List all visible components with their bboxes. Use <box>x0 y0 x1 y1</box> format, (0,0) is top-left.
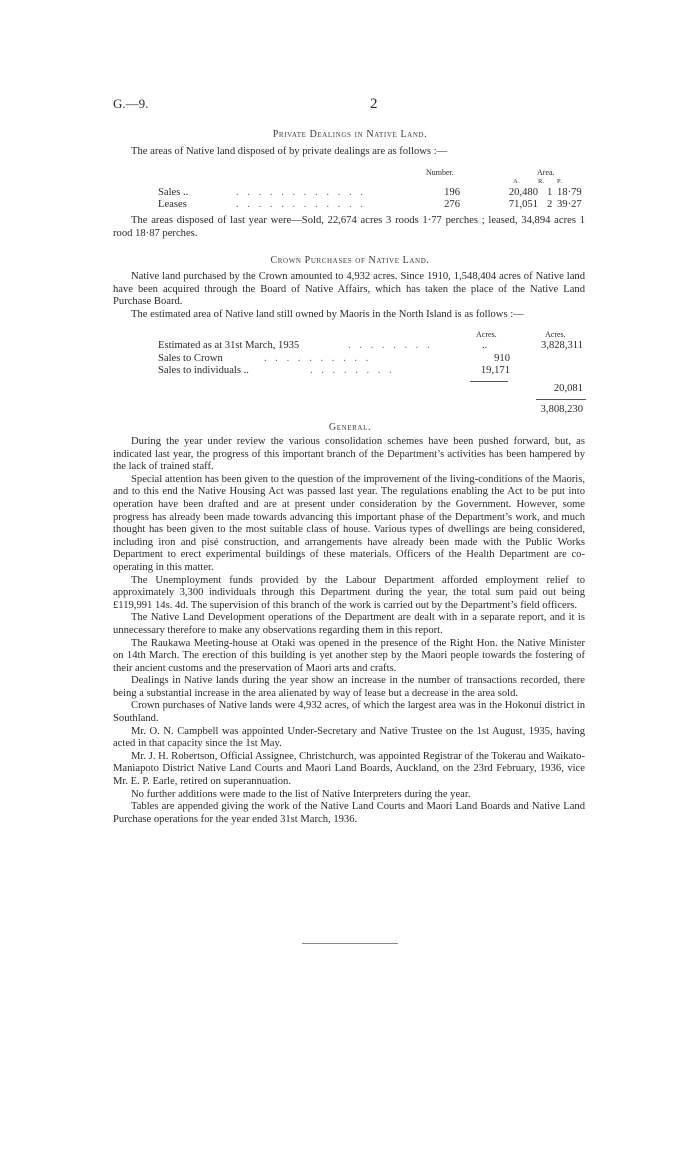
paragraph: Mr. O. N. Campbell was appointed Under-Secretary and Native Trustee on the 1st August, 1935, having acted in that capacity since the 1st May. <box>113 725 585 750</box>
row-value-1: 910 <box>494 353 510 364</box>
paragraph: The Unemployment funds provided by the Labour Department afforded employment relief to approximately 3,300 individuals through this Department during the year, the total sum paid out being £119,991 14s. 4d. The supervision of this branch of the work is carried out by the Department’s field officers. <box>113 574 585 611</box>
document-reference: G.—9. <box>113 96 149 111</box>
column-rule <box>470 381 508 382</box>
dot-leader: . . . . . . . . . . . . <box>236 187 366 198</box>
paragraph: Mr. J. H. Robertson, Official Assignee, Christchurch, was appointed Registrar of the Tokerau and Waikato-Maniapoto District Native Land Courts and Maori Land Boards, Auckland, on the 23rd February, 1936, vice Mr. E. P. Earle, retired on superannuation. <box>113 750 585 788</box>
row-perches: 39·27 <box>557 199 582 210</box>
end-rule <box>302 943 398 944</box>
crown-total: 3,808,230 <box>540 404 583 415</box>
paragraph: No further additions were made to the list of Native Interpreters during the year. <box>131 788 471 800</box>
section-heading-crown-purchases: Crown Purchases of Native Land. <box>270 255 430 266</box>
crown-purchases-text <box>113 271 585 321</box>
general-text <box>113 436 585 826</box>
row-number: 276 <box>444 199 460 210</box>
paragraph: The estimated area of Native land still owned by Maoris in the North Island is as follows :— <box>131 308 524 320</box>
row-roods: 1 <box>547 187 553 198</box>
dot-leader: . . . . . . . . <box>310 365 395 376</box>
column-header-area: Area. <box>537 168 555 177</box>
paragraph: The Native Land Development operations of the Department are dealt with in a separate report, and it is unnecessary therefore to make any observations regarding them in this report. <box>113 612 585 636</box>
column-header-acres-1: Acres. <box>476 330 497 339</box>
row-value-1: 19,171 <box>480 365 510 376</box>
row-acres: 20,480 <box>508 187 538 198</box>
total-rule <box>536 399 586 400</box>
row-label: Sales to Crown <box>158 353 223 364</box>
paragraph: During the year under review the various consolidation schemes have been pushed forward, but, as indicated last year, the progress of this important branch of the Department’s activities has been hampered by the lack of trained staff. <box>113 436 585 473</box>
paragraph: Crown purchases of Native lands were 4,932 acres, of which the largest area was in the Hokonui district in Southland. <box>113 700 585 725</box>
row-label: Leases <box>158 199 187 210</box>
row-acres: 71,051 <box>508 199 538 210</box>
paragraph: Special attention has been given to the question of the improvement of the living-conditions of the Maoris, and to this end the Native Housing Act was passed last year. The regulations enabling the Act to be put into operation have been drafted and are at present under consideration by the Government. However, some progress has already been made towards advancing this important phase of the Department’s work, and much thought has been given to the most suitable class of house. Various types of dwellings are being considered, including iron and pisé construction, and arrangements have already been made with the Public Works Department to erect experimental buildings of these materials. Officers of the Health Department are co-operating in this matter. <box>113 473 585 573</box>
dot-leader: . . . . . . . . . . . . <box>236 199 366 210</box>
crown-subtotal: 20,081 <box>553 383 583 394</box>
paragraph: Tables are appended giving the work of the Native Land Courts and Maori Land Boards and Native Land Purchase operations for the year ended 31st March, 1936. <box>113 801 585 825</box>
private-dealings-last-year <box>113 215 585 240</box>
column-subheader-perches: P. <box>557 178 563 185</box>
paragraph: The areas disposed of last year were—Sold, 22,674 acres 3 roods 1·77 perches ; leased, 34,894 acres 1 rood 18·87 perches. <box>113 215 585 239</box>
column-header-number: Number. <box>426 168 454 177</box>
dot-leader: . . . . . . . . <box>348 340 433 351</box>
row-perches: 18·79 <box>557 187 582 198</box>
column-subheader-acres: A. <box>513 178 521 185</box>
page-number: 2 <box>370 96 378 112</box>
row-number: 196 <box>444 187 460 198</box>
column-header-acres-2: Acres. <box>545 330 566 339</box>
row-roods: 2 <box>547 199 553 210</box>
section-heading-private-dealings: Private Dealings in Native Land. <box>272 129 428 140</box>
column-subheader-roods: R. <box>538 178 545 185</box>
row-label: Estimated as at 31st March, 1935 <box>158 340 300 351</box>
section-heading-general: General. <box>328 422 372 433</box>
private-dealings-intro: The areas of Native land disposed of by private dealings are as follows :— <box>131 146 448 157</box>
paragraph: Dealings in Native lands during the year show an increase in the number of transactions recorded, there being a substantial increase in the area alienated by way of lease but a decrease in the area sold. <box>113 675 585 699</box>
row-value-2: 3,828,311 <box>541 340 583 351</box>
row-label: Sales to individuals .. <box>158 365 249 376</box>
paragraph: Native land purchased by the Crown amounted to 4,932 acres. Since 1910, 1,548,404 acres of Native land have been acquired through the Board of Native Affairs, which has taken the place of the Native Land Purchase Board. <box>113 271 585 308</box>
paragraph: The Raukawa Meeting-house at Otaki was opened in the presence of the Right Hon. the Native Minister on 14th March. The erection of this building is yet another step by the Maori people towards the fostering of their ancient customs and the preservation of Maori arts and crafts. <box>113 637 585 674</box>
row-label: Sales .. <box>158 187 189 198</box>
dot-leader: . . . . . . . . . . <box>264 353 372 364</box>
row-value-1: .. <box>482 340 488 351</box>
